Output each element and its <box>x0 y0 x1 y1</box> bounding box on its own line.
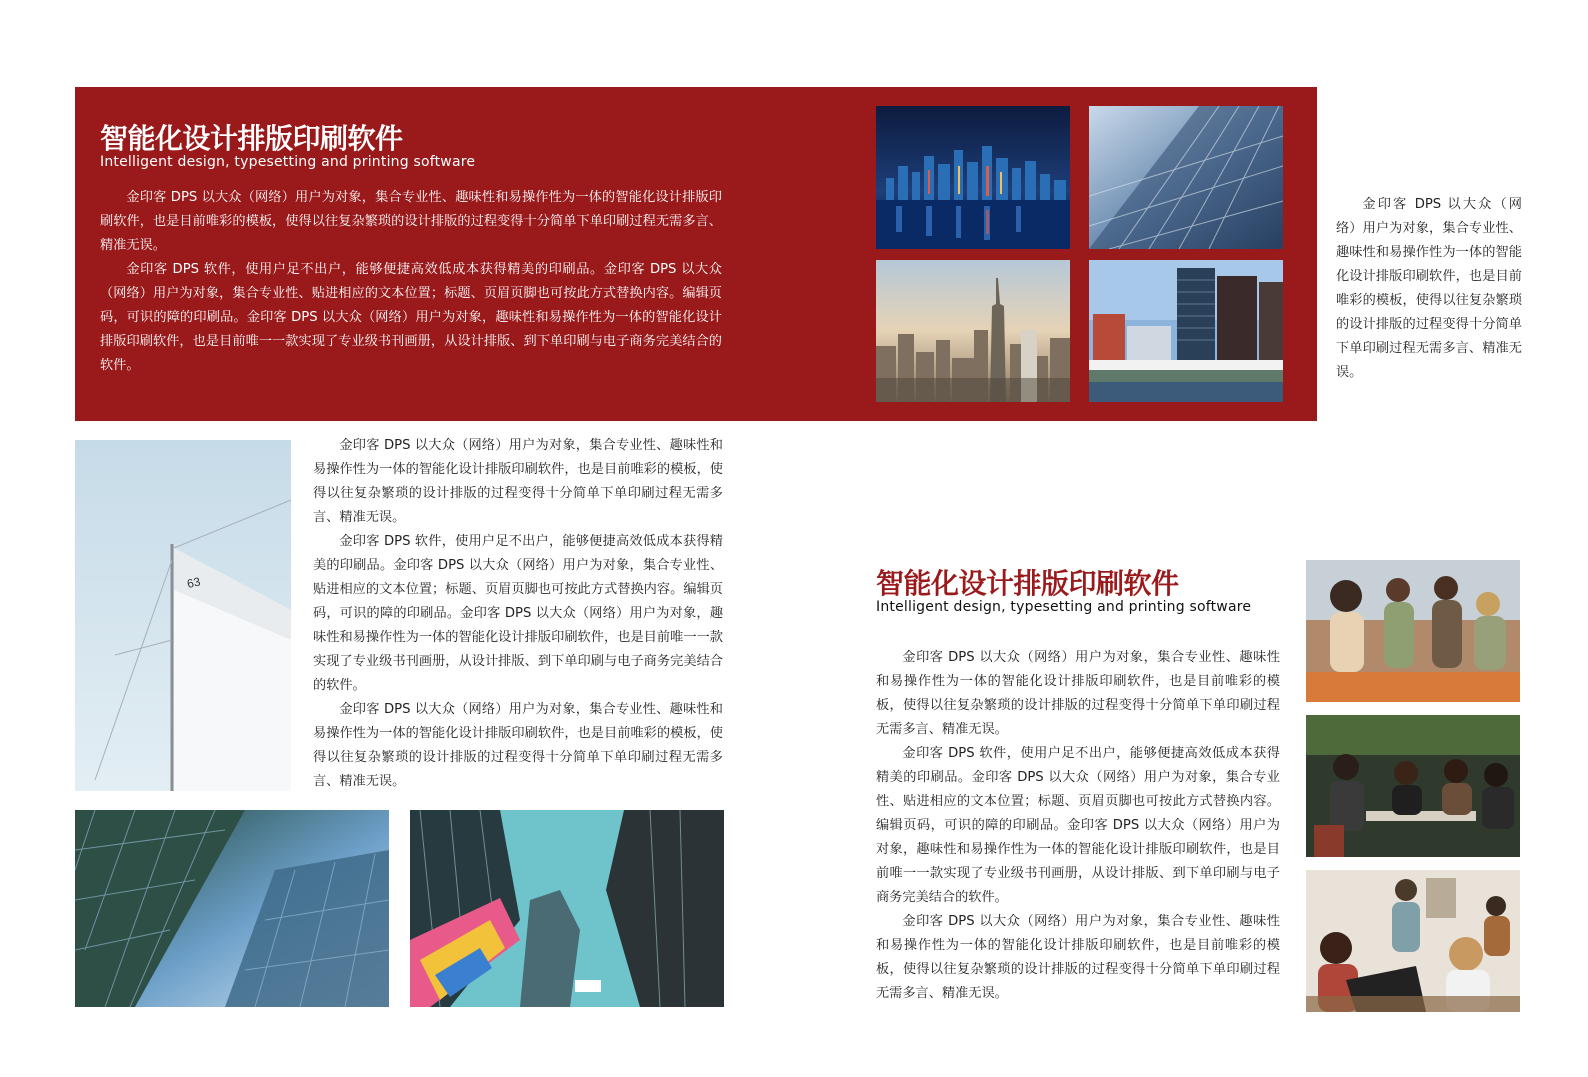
glass-skyscrapers-photo <box>75 810 389 1007</box>
sailboat-photo <box>75 440 291 791</box>
side-note-paragraph: 金印客 DPS 以大众（网络）用户为对象，集合专业性、趣味性和易操作性为一体的智能化设计排版印刷软件，也是目前唯彩的模板，使得以往复杂繁琐的设计排版的过程变得十分简单下单印刷过程无需多言、精准无误。 <box>1336 197 1522 380</box>
left-paragraph-2: 金印客 DPS 软件，使用户足不出户，能够便捷高效低成本获得精美的印刷品。金印客 DPS 以大众（网络）用户为对象，集合专业性、贴进相应的文本位置；标题、页眉页脚也可按此方式替换内容。编辑页码，可识的障的印刷品。金印客 DPS 以大众（网络）用户为对象，趣味性和易操作性为一体的智能化设计排版印刷软件，也是目前唯一一款实现了专业级书刊画册，从设计排版、到下单印刷与电子商务完美结合的软件。 <box>313 534 723 693</box>
friends-campfire-photo <box>1306 560 1520 702</box>
laptop-team-photo <box>1306 870 1520 1012</box>
top-paragraph-2: 金印客 DPS 软件，使用户足不出户，能够便捷高效低成本获得精美的印刷品。金印客 DPS 以大众（网络）用户为对象，集合专业性、贴进相应的文本位置；标题、页眉页脚也可按此方式替换内容。编辑页码，可识的障的印刷品。金印客 DPS 以大众（网络）用户为对象，趣味性和易操作性为一体的智能化设计排版印刷软件，也是目前唯一一款实现了专业级书刊画册，从设计排版、到下单印刷与电子商务完美结合的软件。 <box>100 262 722 373</box>
cafe-group-photo <box>1306 715 1520 857</box>
right-paragraph-1: 金印客 DPS 以大众（网络）用户为对象，集合专业性、趣味性和易操作性为一体的智能化设计排版印刷软件，也是目前唯彩的模板，使得以往复杂繁琐的设计排版的过程变得十分简单下单印刷过程无需多言、精准无误。 <box>876 650 1280 737</box>
left-paragraph-3: 金印客 DPS 以大众（网络）用户为对象，集合专业性、趣味性和易操作性为一体的智能化设计排版印刷软件，也是目前唯彩的模板，使得以往复杂繁琐的设计排版的过程变得十分简单下单印刷过程无需多言、精准无误。 <box>313 702 723 789</box>
night-city-skyline-photo <box>876 106 1070 249</box>
left-body-text <box>313 434 723 794</box>
left-paragraph-1: 金印客 DPS 以大众（网络）用户为对象，集合专业性、趣味性和易操作性为一体的智能化设计排版印刷软件，也是目前唯彩的模板，使得以往复杂繁琐的设计排版的过程变得十分简单下单印刷过程无需多言、精准无误。 <box>313 438 723 525</box>
top-title: 智能化设计排版印刷软件 <box>100 122 403 155</box>
right-paragraph-2: 金印客 DPS 软件，使用户足不出户，能够便捷高效低成本获得精美的印刷品。金印客 DPS 以大众（网络）用户为对象，集合专业性、贴进相应的文本位置；标题、页眉页脚也可按此方式替换内容。编辑页码，可识的障的印刷品。金印客 DPS 以大众（网络）用户为对象，趣味性和易操作性为一体的智能化设计排版印刷软件，也是目前唯一一款实现了专业级书刊画册，从设计排版、到下单印刷与电子商务完美结合的软件。 <box>876 746 1280 905</box>
right-title: 智能化设计排版印刷软件 <box>876 567 1179 600</box>
harbor-buildings-photo <box>1089 260 1283 402</box>
manhattan-skyline-photo <box>876 260 1070 402</box>
top-subtitle: Intelligent design, typesetting and printing software <box>100 154 476 170</box>
right-body-text <box>876 646 1280 1006</box>
svg-text:63: 63 <box>185 574 202 591</box>
right-subtitle: Intelligent design, typesetting and printing software <box>876 599 1252 615</box>
times-square-photo <box>410 810 724 1007</box>
right-paragraph-3: 金印客 DPS 以大众（网络）用户为对象，集合专业性、趣味性和易操作性为一体的智能化设计排版印刷软件，也是目前唯彩的模板，使得以往复杂繁琐的设计排版的过程变得十分简单下单印刷过程无需多言、精准无误。 <box>876 914 1280 1001</box>
top-body-text <box>100 186 722 378</box>
top-paragraph-1: 金印客 DPS 以大众（网络）用户为对象，集合专业性、趣味性和易操作性为一体的智能化设计排版印刷软件，也是目前唯彩的模板，使得以往复杂繁琐的设计排版的过程变得十分简单下单印刷过程无需多言、精准无误。 <box>100 190 722 253</box>
glass-tower-photo <box>1089 106 1283 249</box>
